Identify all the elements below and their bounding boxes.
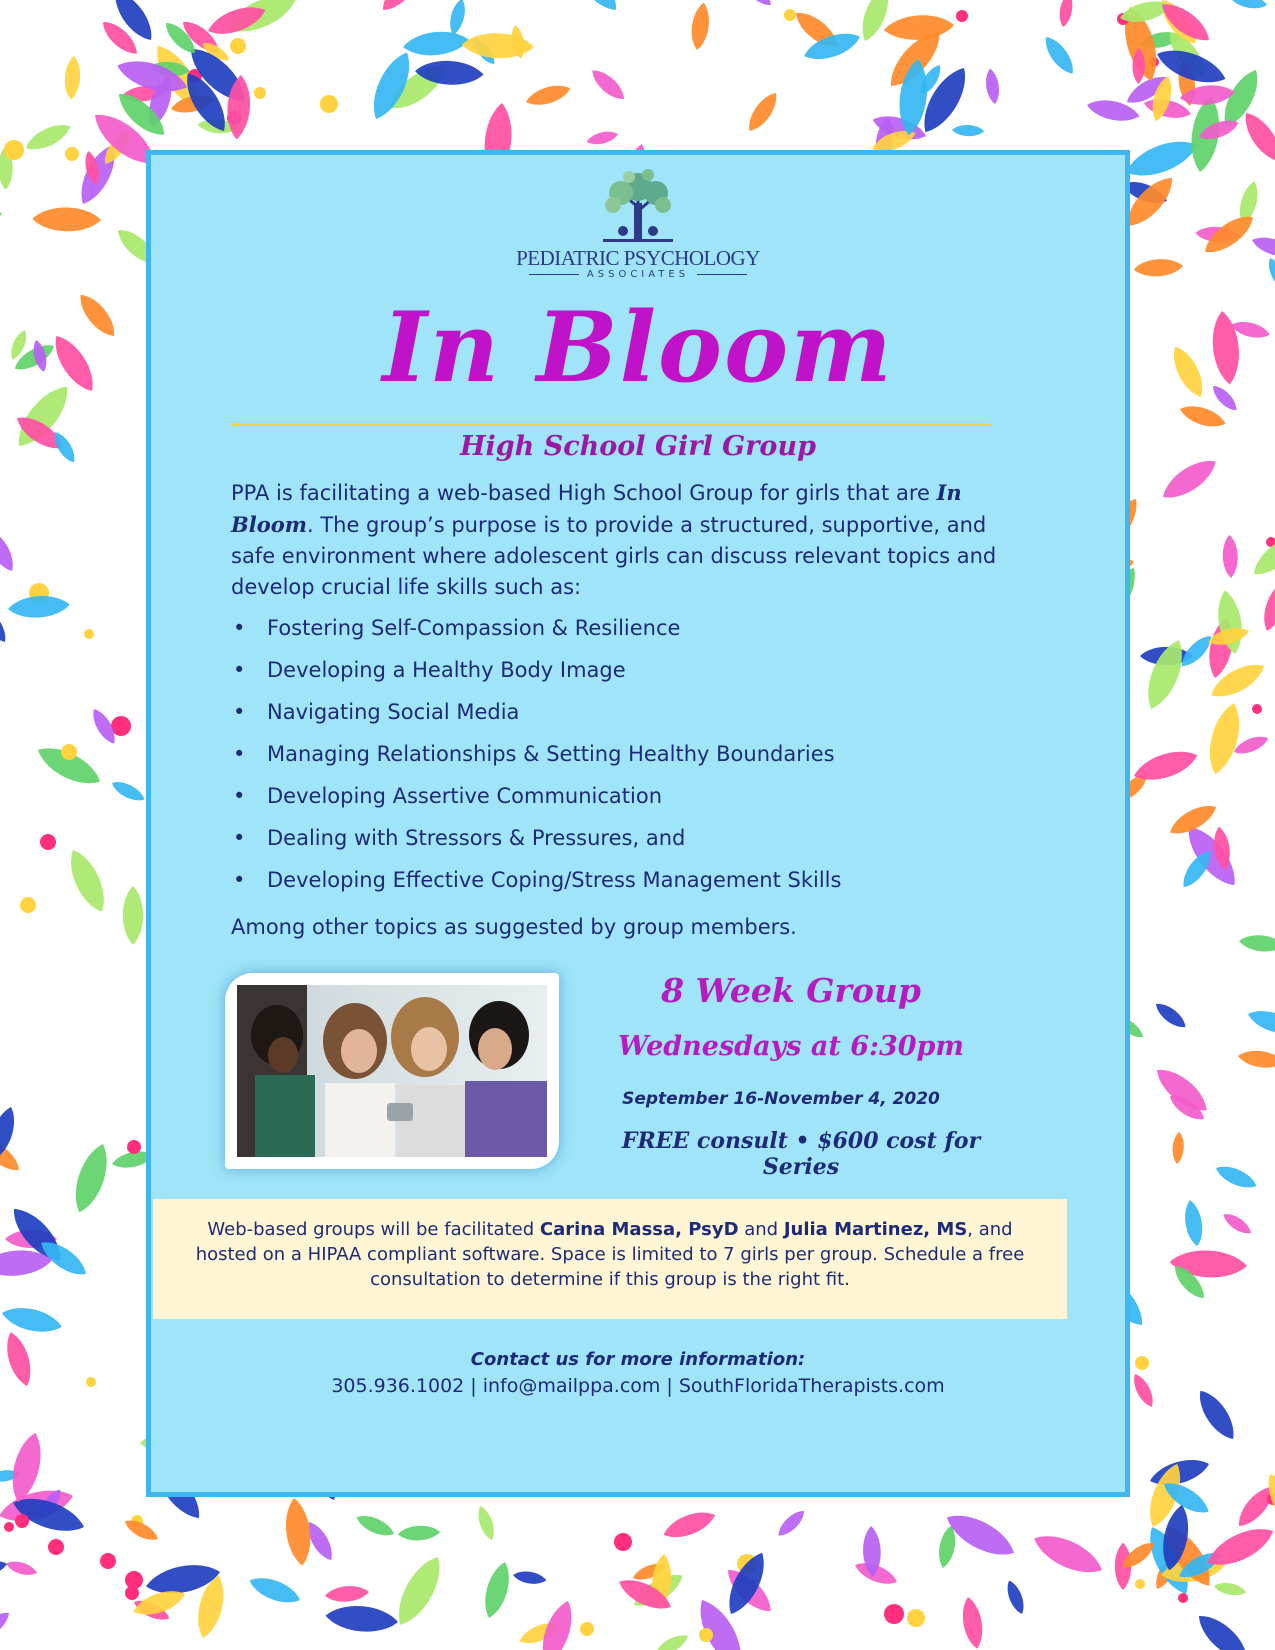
contact-website[interactable]: SouthFloridaTherapists.com [678,1375,945,1397]
note-text-3: , and hosted on a HIPAA compliant software. Space is limited to 7 girls per group. Schedule a free consultation to determine if this group is the right fit. [195,1219,1025,1290]
logo-name: PEDIATRIC PSYCHOLOGY [516,246,760,270]
contact-heading: Contact us for more information: [470,1349,806,1370]
contact-email[interactable]: info@mailppa.com [482,1375,661,1397]
list-item: • Navigating Social Media [231,691,991,733]
separator: | [470,1375,477,1397]
page-title: In Bloom [382,291,894,404]
list-item: • Developing Assertive Communication [231,775,991,817]
logo-rule-left [529,274,579,275]
separator: | [666,1375,673,1397]
group-cost: FREE consult • $600 cost for Series [621,1128,981,1180]
note-text-2: and [738,1219,784,1240]
contact-phone[interactable]: 305.936.1002 [331,1375,465,1397]
topics-list [231,607,991,901]
organization-logo [151,165,1125,285]
intro-text-2: . The group’s purpose is to provide a structured, supportive, and safe environment where adolescent girls can discuss relevant topics and develop crucial life skills such as: [231,513,997,599]
facilitator-name-2: Julia Martinez, MS [783,1219,968,1240]
logo-subtitle-row [151,269,1125,280]
group-duration: 8 Week Group [661,971,921,1010]
logo-subtitle: ASSOCIATES [586,269,690,280]
title-divider [231,423,991,426]
list-item: • Dealing with Stressors & Pressures, and [231,817,991,859]
contact-details [151,1375,1125,1397]
intro-paragraph [231,477,1001,603]
note-text-1: Web-based groups will be facilitated [207,1219,540,1240]
intro-text-1: PPA is facilitating a web-based High School Group for girls that are [231,481,937,505]
closing-text: Among other topics as suggested by group members. [231,915,797,939]
group-day-time: Wednesdays at 6:30pm [618,1031,964,1062]
list-item: • Developing Effective Coping/Stress Management Skills [231,859,991,901]
list-item: • Developing a Healthy Body Image [231,649,991,691]
intro-accent: In Bloom [231,480,962,537]
facilitator-note [153,1199,1067,1319]
page-subtitle: High School Girl Group [460,431,816,462]
facilitator-name-1: Carina Massa, PsyD [539,1219,739,1240]
tree-icon [593,165,683,245]
flyer-panel [146,150,1130,1497]
logo-rule-right [697,274,747,275]
group-dates: September 16-November 4, 2020 [622,1089,940,1109]
group-photo-image [237,985,547,1157]
group-photo [225,973,559,1169]
list-item: • Fostering Self-Compassion & Resilience [231,607,991,649]
list-item: • Managing Relationships & Setting Healthy Boundaries [231,733,991,775]
